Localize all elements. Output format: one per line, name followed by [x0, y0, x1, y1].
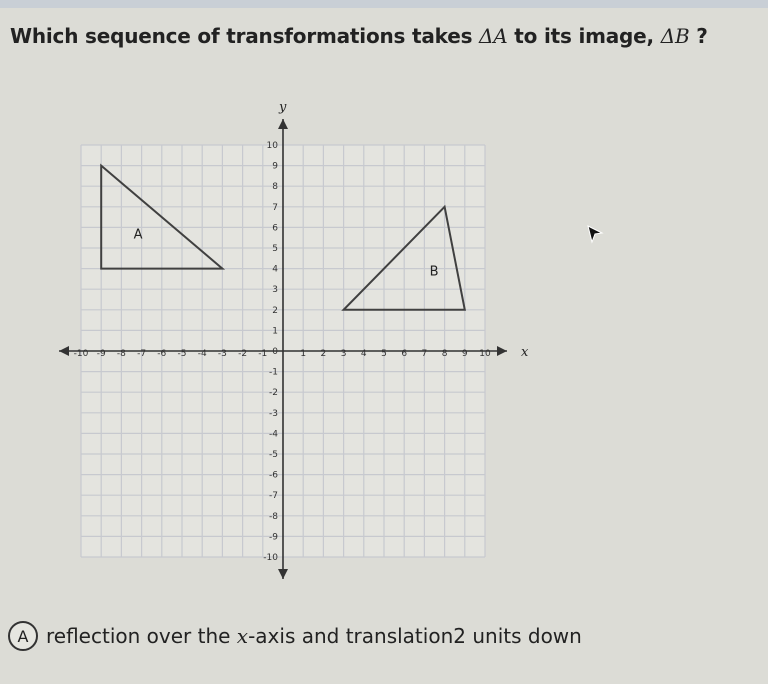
x-tick-label: 3 [340, 349, 347, 359]
choice-letter-badge: A [8, 621, 38, 651]
choice-number: 2 [453, 624, 466, 648]
y-tick-label: -1 [269, 367, 278, 378]
x-axis-arrow-left [59, 346, 69, 356]
y-tick-label: 5 [272, 244, 278, 254]
x-tick-label: 1 [300, 349, 307, 359]
x-tick-label: -3 [217, 349, 227, 359]
triangle-a-ref: ΔA [479, 24, 508, 48]
y-tick-label: 8 [272, 182, 278, 193]
x-tick-label: 8 [441, 349, 448, 359]
x-tick-label: -2 [238, 349, 248, 359]
y-tick-label: 9 [272, 161, 278, 172]
x-axis-arrow-right [497, 346, 507, 356]
y-tick-label: 6 [272, 223, 278, 234]
y-tick-label: 4 [272, 264, 278, 275]
question-suffix: ? [689, 24, 708, 48]
x-tick-label: -10 [73, 349, 89, 359]
mouse-pointer-icon [586, 224, 604, 246]
y-tick-label: 2 [272, 305, 278, 316]
y-tick-label: 0 [272, 347, 278, 357]
y-tick-label: -6 [269, 470, 278, 481]
triangle-b-label: B [429, 264, 439, 280]
y-axis-arrow-down [278, 569, 288, 579]
x-tick-label: -9 [96, 349, 106, 359]
x-tick-label: -5 [177, 349, 187, 359]
triangle-a-label: A [133, 227, 143, 243]
y-tick-label: 3 [272, 285, 278, 296]
x-tick-label: -4 [197, 349, 207, 359]
y-tick-label: -2 [269, 388, 278, 399]
x-tick-label: 10 [479, 349, 491, 359]
y-tick-label: 7 [272, 202, 278, 213]
x-tick-label: 2 [320, 349, 327, 359]
y-tick-label: -7 [269, 491, 278, 502]
y-tick-label: -10 [263, 553, 278, 563]
question-prefix: Which sequence of transformations takes [10, 24, 480, 48]
y-tick-label: 10 [266, 141, 278, 151]
y-axis-label: y [279, 100, 287, 115]
x-tick-label: 7 [421, 349, 428, 359]
question-middle: to its image, [507, 24, 661, 48]
x-tick-label: 6 [401, 349, 408, 359]
y-axis-arrow-up [278, 119, 288, 129]
x-tick-label: -1 [258, 349, 268, 359]
choice-text-after: units down [472, 624, 582, 648]
choice-text-middle: -axis and translation [248, 624, 454, 648]
y-tick-label: -9 [269, 532, 278, 543]
x-tick-label: -6 [157, 349, 167, 359]
x-axis-label: x [521, 345, 529, 360]
triangle-b-ref: ΔB [660, 24, 690, 48]
y-tick-label: -5 [269, 450, 278, 460]
x-tick-label: 9 [461, 349, 468, 359]
x-tick-label: 4 [360, 349, 367, 359]
choice-variable: x [236, 624, 249, 648]
y-tick-label: 1 [272, 326, 278, 337]
y-tick-label: -4 [269, 429, 278, 440]
x-tick-label: -7 [137, 349, 147, 359]
choice-a[interactable] [8, 618, 748, 654]
y-tick-label: -3 [269, 408, 278, 419]
y-tick-label: -8 [269, 511, 278, 522]
choice-text-before: reflection over the [46, 624, 231, 648]
x-tick-label: -8 [116, 349, 126, 359]
x-tick-label: 5 [381, 349, 387, 359]
